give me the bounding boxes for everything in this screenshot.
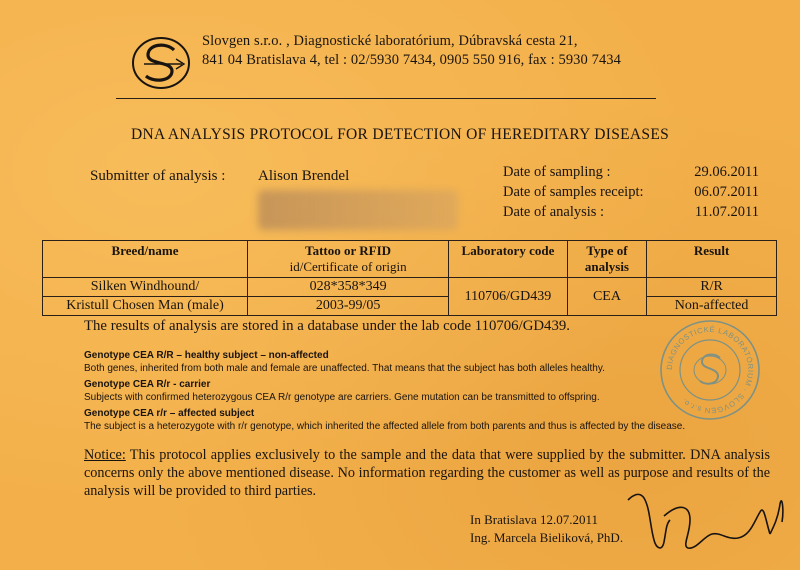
page-title: DNA ANALYSIS PROTOCOL FOR DETECTION OF HEREDITARY DISEASES [130, 126, 670, 143]
date-row [503, 164, 759, 184]
laboratory-stamp-icon [658, 318, 762, 422]
cell-type: CEA [567, 278, 646, 316]
svg-text:DIAGNOSTICKÉ LABORATÓRIUM · SL [665, 325, 755, 415]
table-row [43, 278, 777, 297]
genotype-text: Subjects with confirmed heterozygous CEA R/r genotype are carriers. Gene mutation can be transmitted to offspring. [84, 392, 600, 403]
notice-text: This protocol applies exclusively to the sample and the data that were supplied by the submitter. DNA analysis concerns only the above mentioned disease. No information regarding the customer as well as purpose and results of the analysis will be provided to third parties. [84, 447, 770, 499]
header-tattoo: Tattoo or RFID id/Certificate of origin [248, 241, 449, 278]
genotype-text: The subject is a heterozygote with r/r genotype, which inherited the affected allele from both parents and thus is affected by the disease. [84, 421, 686, 432]
cell-result-line2: Non-affected [647, 297, 777, 316]
storage-statement: The results of analysis are stored in a database under the lab code 110706/GD439. [84, 318, 570, 334]
date-label: Date of sampling : [503, 164, 611, 180]
table-row [43, 297, 777, 316]
notice-label: Notice: [84, 447, 126, 463]
signature-place-date: In Bratislava 12.07.2011 [470, 512, 599, 527]
submitter-label: Submitter of analysis : [90, 168, 226, 184]
date-label: Date of analysis : [503, 204, 605, 220]
dates-block [503, 164, 759, 224]
cell-lab-code: 110706/GD439 [449, 278, 568, 316]
genotype-title: Genotype CEA r/r – affected subject [84, 408, 255, 419]
cell-certificate: 2003-99/05 [248, 297, 449, 316]
slovgen-logo-icon [130, 34, 192, 92]
stamp-text: DIAGNOSTICKÉ LABORATÓRIUM · SLOVGEN s.r.o. [664, 324, 756, 416]
date-label: Date of samples receipt: [503, 184, 644, 200]
header-divider [116, 98, 656, 99]
date-value: 06.07.2011 [694, 184, 759, 200]
header-type: Type of analysis [567, 241, 646, 278]
date-value: 11.07.2011 [694, 204, 759, 220]
results-table [42, 240, 777, 316]
cell-breed-line1: Silken Windhound/ [43, 278, 248, 297]
header-result: Result [647, 241, 777, 278]
company-address-line1: Slovgen s.r.o. , Diagnostické laboratórium, Dúbravská cesta 21, [202, 33, 578, 49]
date-row [503, 184, 759, 204]
table-header-row [43, 241, 777, 278]
signatory-name: Ing. Marcela Bieliková, PhD. [470, 530, 624, 545]
cell-breed-line2: Kristull Chosen Man (male) [43, 297, 248, 316]
genotype-title: Genotype CEA R/R – healthy subject – non-affected [84, 350, 329, 361]
company-contact-line2: 841 04 Bratislava 4, tel : 02/5930 7434, 0905 550 916, fax : 5930 7434 [202, 52, 622, 68]
cell-tattoo: 028*358*349 [248, 278, 449, 297]
genotype-text: Both genes, inherited from both male and female are unaffected. That means that the subject has both alleles healthy. [84, 363, 605, 374]
submitter-name: Alison Brendel [258, 168, 350, 184]
redacted-address [258, 190, 458, 230]
date-row [503, 204, 759, 224]
header-lab-code: Laboratory code [449, 241, 568, 278]
date-value: 29.06.2011 [694, 164, 759, 180]
cell-result-line1: R/R [647, 278, 777, 297]
genotype-title: Genotype CEA R/r - carrier [84, 379, 211, 390]
handwritten-signature-icon [620, 482, 800, 568]
header-breed: Breed/name [43, 241, 248, 278]
